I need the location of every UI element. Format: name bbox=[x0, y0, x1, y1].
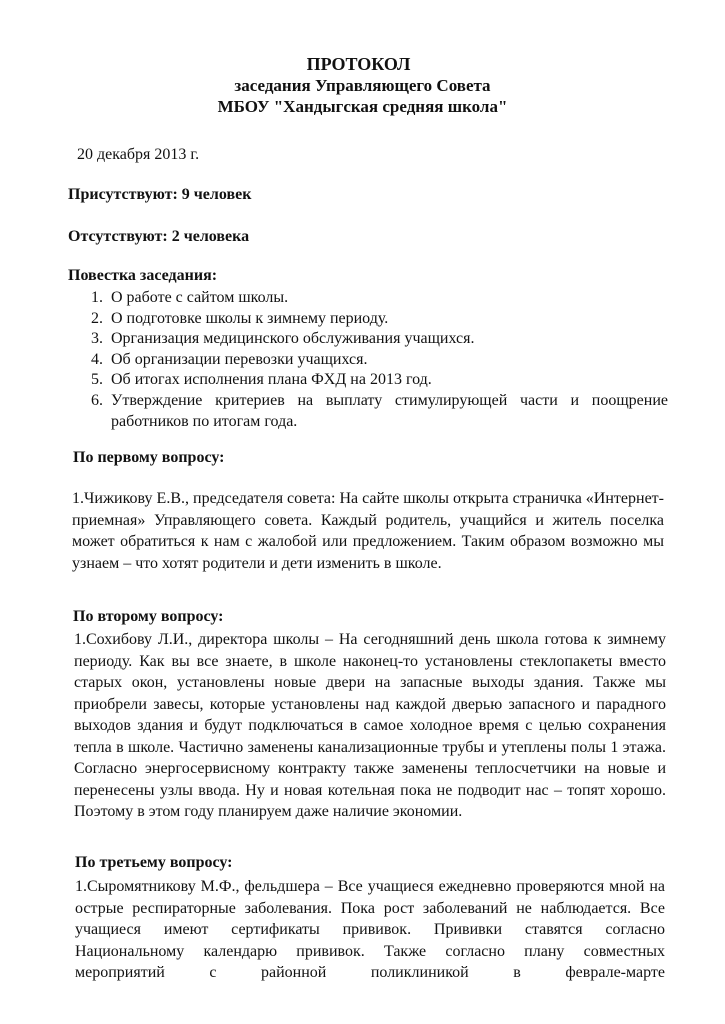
agenda-item: 4. Об организации перевозки учащихся. bbox=[107, 350, 668, 371]
question-2-heading: По второму вопросу: bbox=[73, 608, 224, 625]
document-title bbox=[0, 54, 725, 117]
agenda-item: 6. Утверждение критериев на выплату стимулирующей части и поощрение работников по итогам года. bbox=[107, 391, 668, 432]
question-3-heading: По третьему вопросу: bbox=[75, 854, 233, 871]
attendance-absent: Отсутствуют: 2 человека bbox=[68, 228, 250, 245]
agenda bbox=[68, 266, 668, 432]
meeting-date: 20 декабря 2013 г. bbox=[77, 146, 200, 163]
agenda-item: 3. Организация медицинского обслуживания учащихся. bbox=[107, 329, 668, 350]
question-2-text: 1.Сохибову Л.И., директора школы – На сегодняшний день школа готова к зимнему периоду. Как вы все знаете, в школе наконец-то установлены стеклопакеты вместо старых окон, установлены новые двери на запасные выходы здания. Также мы приобрели завесы, которые установлены над каждой дверью запасного и парадного выходов здания и будут подключаться в самое холодное время с целью сохранения тепла в школе. Частично заменены канализационные трубы и утеплены полы 1 этажа. Согласно энергосервисному контракту также заменены теплосчетчики на новые и перенесены узлы ввода. Ну и новая котельная пока не подводит нас – топят хорошо. Поэтому в этом году планируем даже наличие экономии. bbox=[74, 631, 666, 820]
agenda-item: 1. О работе с сайтом школы. bbox=[107, 288, 668, 309]
agenda-item: 2. О подготовке школы к зимнему периоду. bbox=[107, 309, 668, 330]
attendance-present: Присутствуют: 9 человек bbox=[68, 186, 252, 203]
title-protocol: ПРОТОКОЛ bbox=[306, 54, 411, 74]
question-3-text: 1.Сыромятникову М.Ф., фельдшера – Все учащиеся ежедневно проверяются мной на острые респираторные заболевания. Пока рост заболеваний не наблюдается. Все учащиеся имеют сертификаты прививок. Прививки ставятся согласно Национальному календарю прививок. Также согласно плану совместных мероприятий с районной поликлиникой в феврале-марте bbox=[75, 878, 665, 981]
question-1-text: 1.Чижикову Е.В., председателя совета: На сайте школы открыта страничка «Интернет-приемная» Управляющего совета. Каждый родитель, учащийся и житель поселка может обратиться к нам с жалобой или предложением. Таким образом возможно мы узнаем – что хотят родители и дети изменить в школе. bbox=[72, 490, 664, 572]
question-1-heading: По первому вопросу: bbox=[73, 449, 225, 466]
title-school: МБОУ "Хандыгская средняя школа" bbox=[217, 97, 508, 116]
agenda-heading: Повестка заседания: bbox=[68, 267, 218, 284]
agenda-list bbox=[68, 288, 668, 432]
title-meeting: заседания Управляющего Совета bbox=[234, 76, 491, 95]
agenda-item: 5. Об итогах исполнения плана ФХД на 2013 год. bbox=[107, 370, 668, 391]
